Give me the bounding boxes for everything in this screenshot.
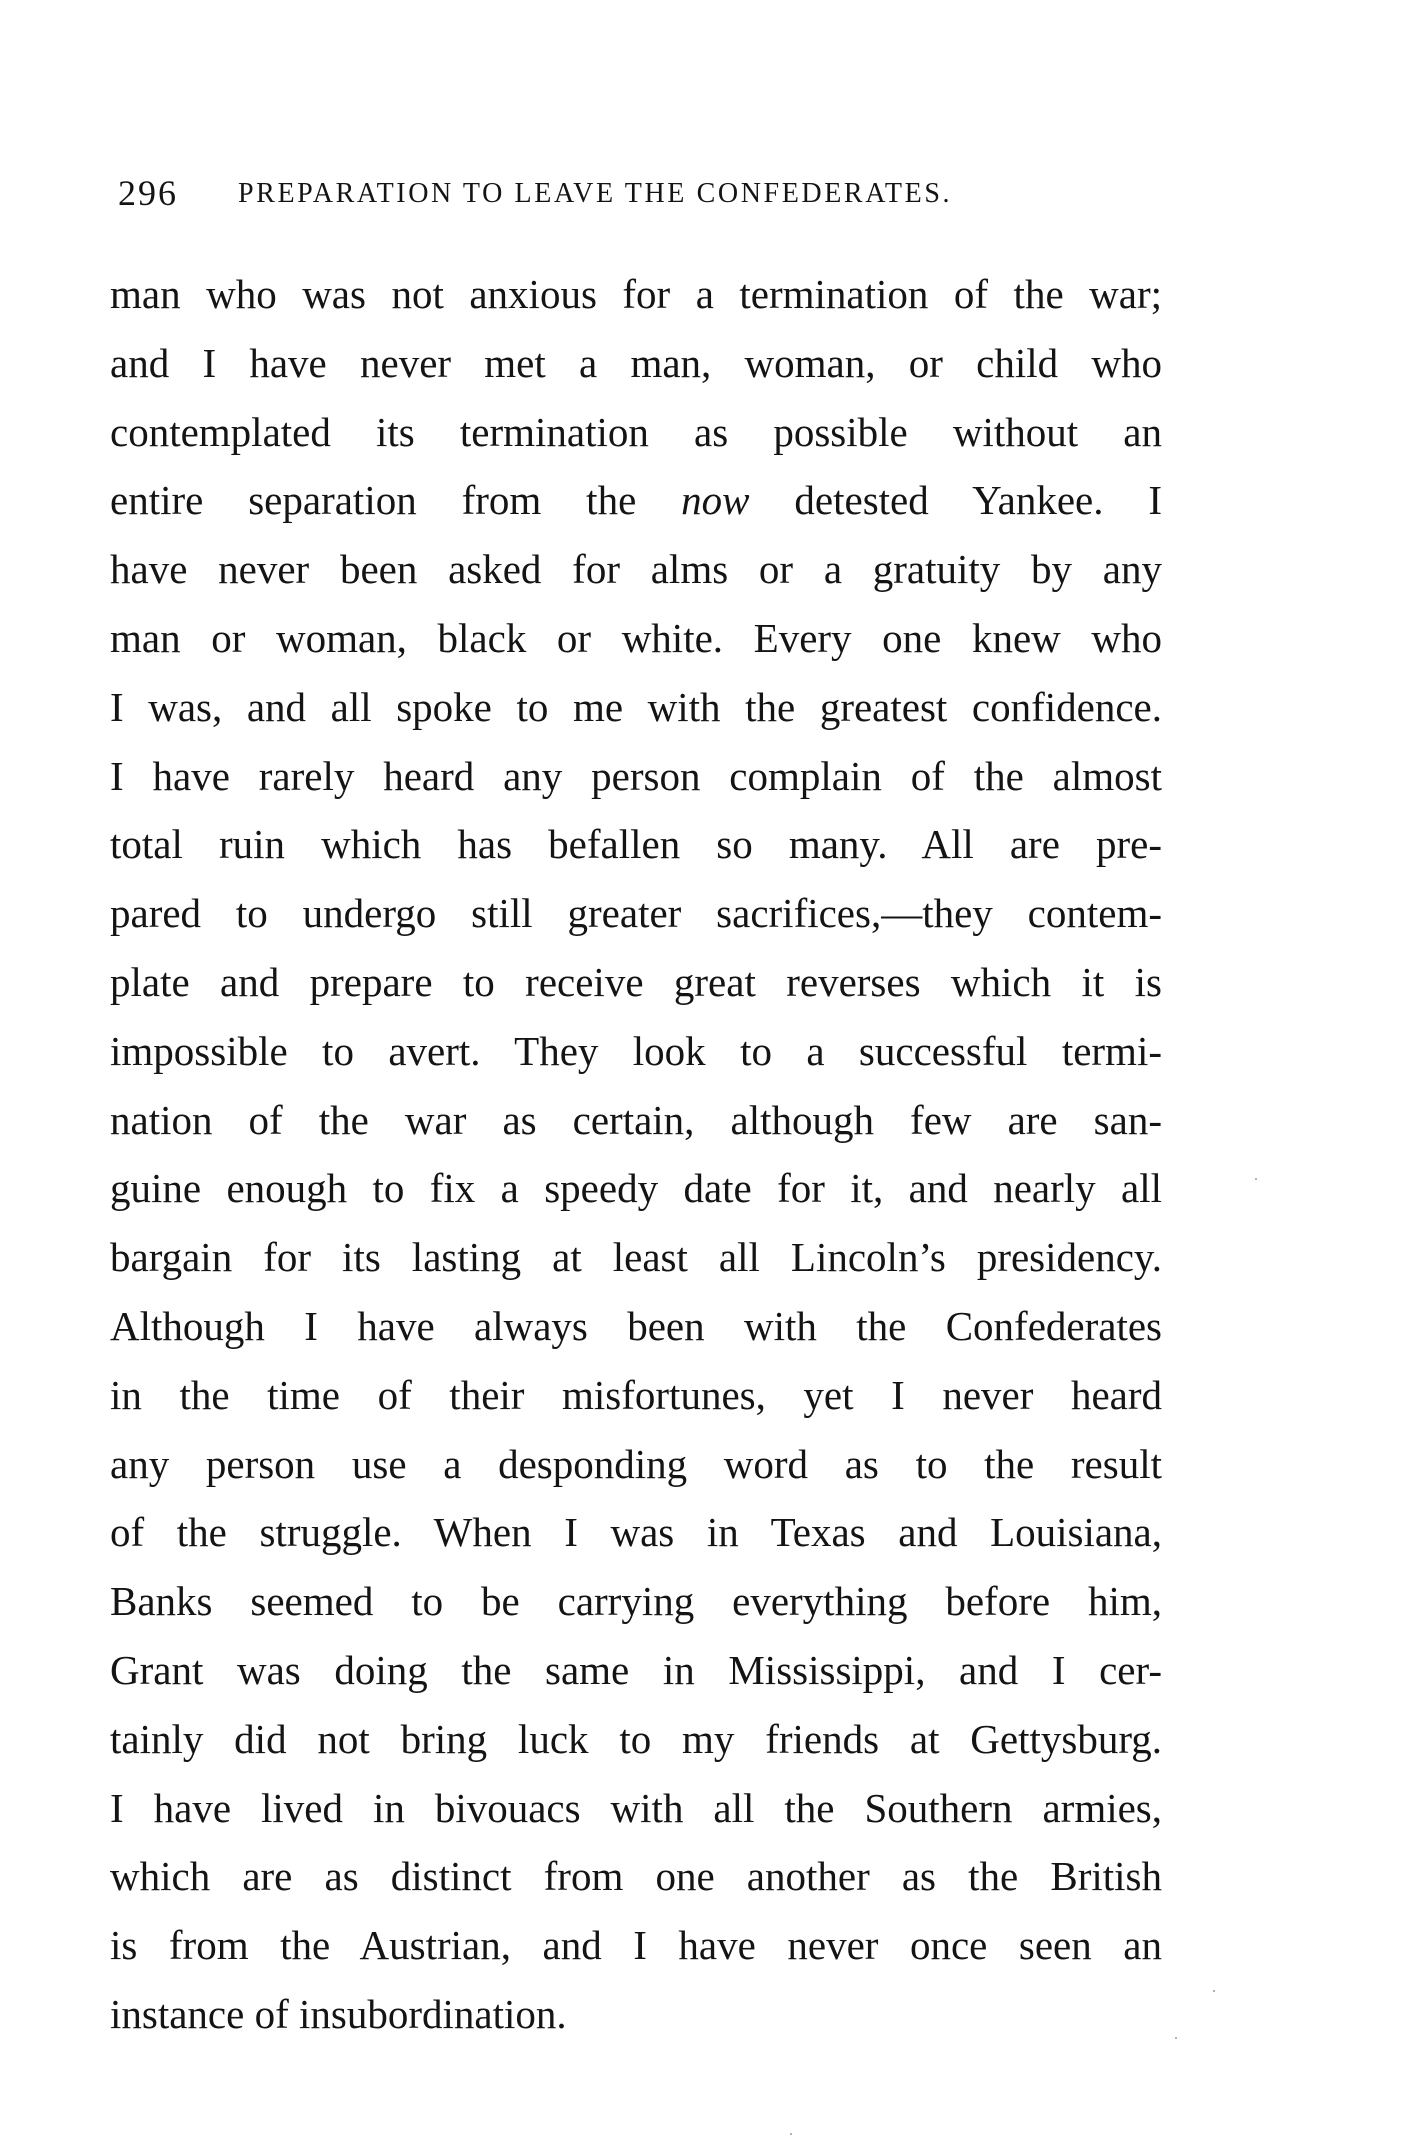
text-segment: entire separation from the <box>110 477 637 524</box>
text-line: I have lived in bivouacs with all the Southern armies, <box>110 1784 1162 1831</box>
text-line: in the time of their misfortunes, yet I never heard <box>110 1371 1162 1418</box>
text-line: Grant was doing the same in Mississippi, and I cer- <box>110 1646 1162 1693</box>
text-line: I was, and all spoke to me with the greatest confidence. <box>110 683 1162 730</box>
italic-word: now <box>681 477 750 524</box>
text-line: and I have never met a man, woman, or child who <box>110 339 1162 386</box>
page-header <box>118 168 1158 218</box>
text-line: pared to undergo still greater sacrifices,—they contem- <box>110 890 1162 937</box>
text-line: Although I have always been with the Confederates <box>110 1302 1162 1349</box>
text-line: guine enough to fix a speedy date for it, and nearly all <box>110 1165 1162 1212</box>
paper-speck <box>1255 1178 1257 1180</box>
text-line: have never been asked for alms or a gratuity by any <box>110 546 1162 593</box>
text-line <box>110 466 1162 535</box>
running-head: PREPARATION TO LEAVE THE CONFEDERATES. <box>238 178 953 209</box>
text-line: man who was not anxious for a termination of the war; <box>110 271 1162 317</box>
text-line: tainly did not bring luck to my friends at Gettysburg. <box>110 1715 1162 1762</box>
text-line: I have rarely heard any person complain of the almost <box>110 752 1162 799</box>
text-line: contemplated its termination as possible without an <box>110 408 1162 455</box>
text-line: of the struggle. When I was in Texas and Louisiana, <box>110 1509 1162 1556</box>
text-line: any person use a desponding word as to the result <box>110 1440 1162 1487</box>
text-line: plate and prepare to receive great reverses which it is <box>110 958 1162 1005</box>
page-number: 296 <box>118 173 178 213</box>
text-line: which are as distinct from one another as the British <box>110 1853 1162 1900</box>
text-line: Banks seemed to be carrying everything before him, <box>110 1578 1162 1625</box>
text-line: impossible to avert. They look to a successful termi- <box>110 1027 1162 1074</box>
text-line-last: instance of insubordination. <box>110 1990 567 2037</box>
text-line: man or woman, black or white. Every one knew who <box>110 614 1162 661</box>
paper-speck <box>1213 1990 1215 1992</box>
body-text <box>110 260 1162 2049</box>
text-segment: detested Yankee. I <box>794 477 1163 524</box>
paper-speck <box>1175 2037 1177 2039</box>
text-line: bargain for its lasting at least all Lincoln’s presidency. <box>110 1234 1162 1281</box>
text-line: total ruin which has befallen so many. All are pre- <box>110 821 1162 868</box>
text-line: is from the Austrian, and I have never once seen an <box>110 1922 1162 1969</box>
text-line: nation of the war as certain, although few are san- <box>110 1096 1162 1143</box>
paper-speck <box>790 2133 792 2135</box>
